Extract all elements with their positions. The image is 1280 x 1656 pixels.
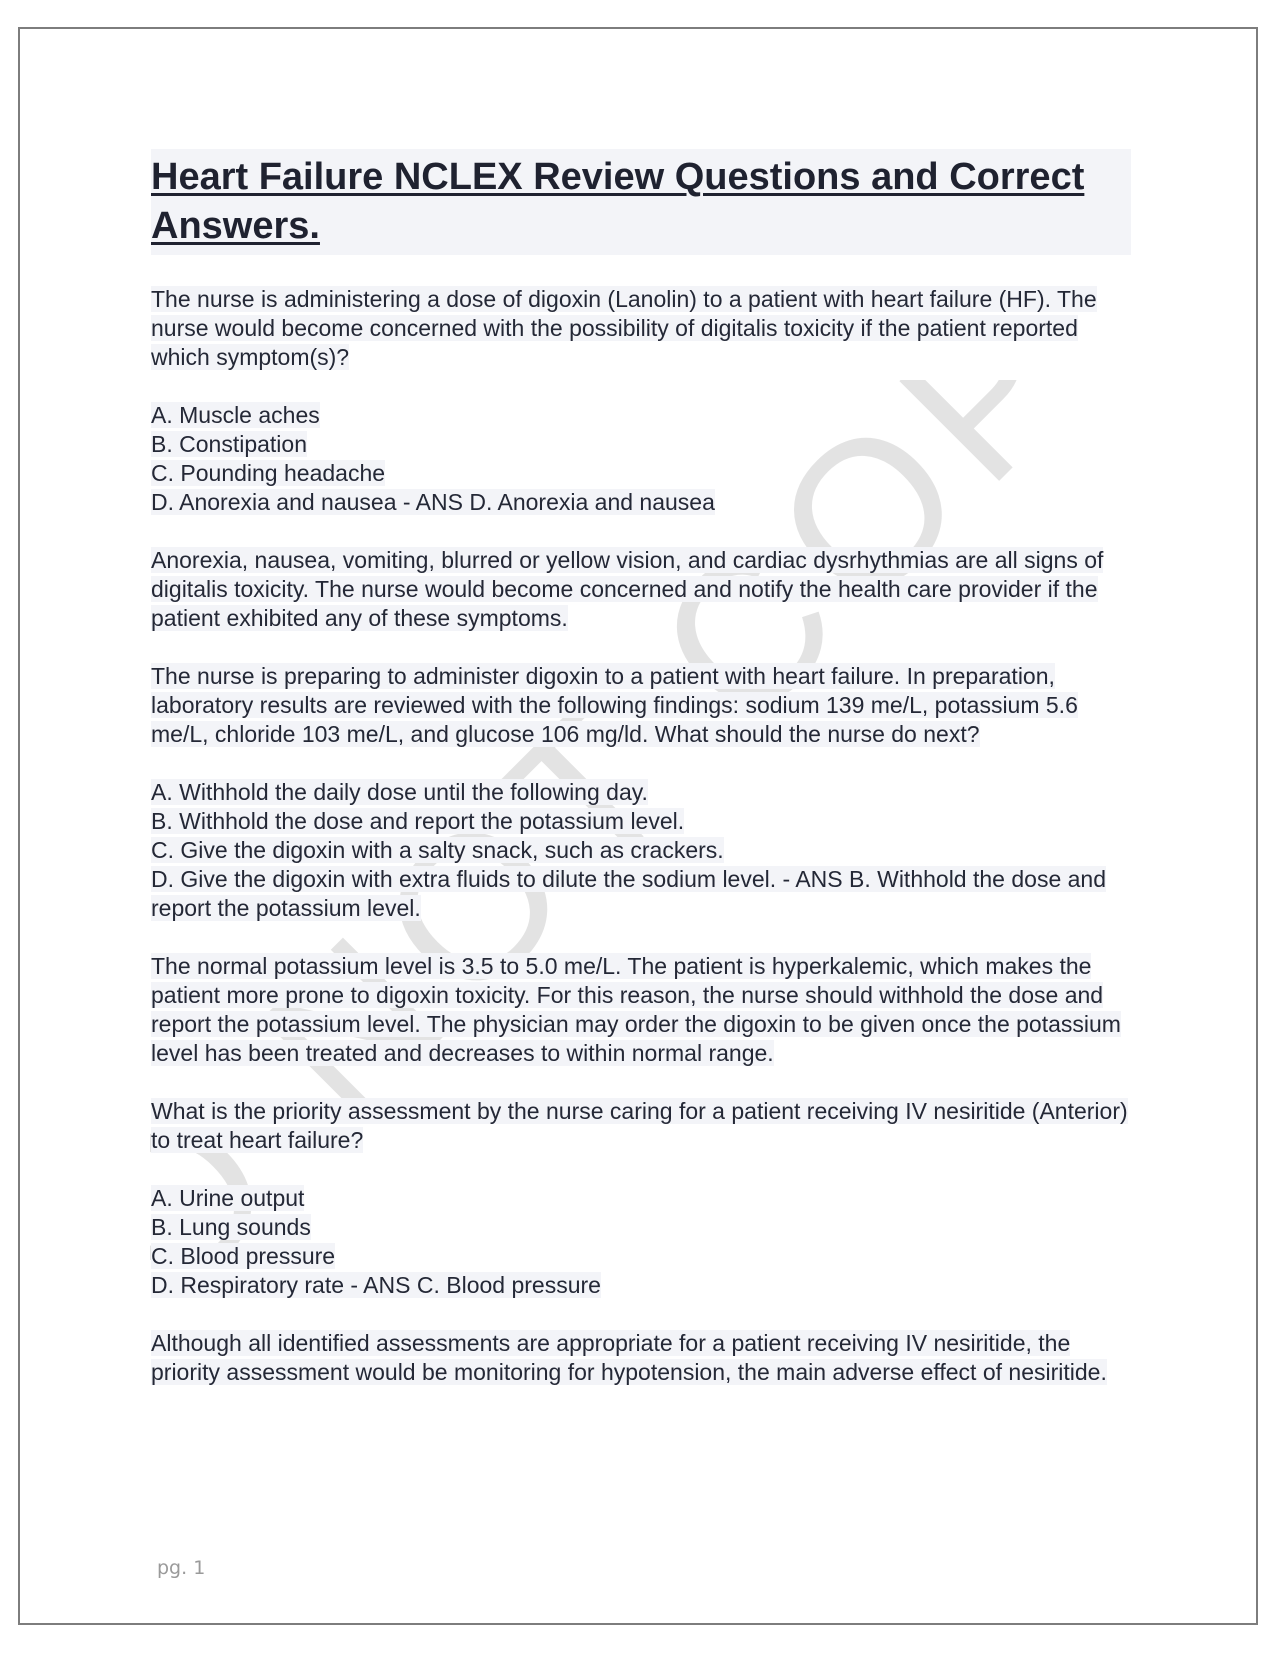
question-2-option-a: A. Withhold the daily dose until the following day.: [151, 779, 648, 805]
question-2-rationale: [151, 952, 1131, 1068]
question-1-options: [151, 401, 1131, 517]
question-3-rationale-text: Although all identified assessments are appropriate for a patient receiving IV nesiritide, the priority assessment would be monitoring for hypotension, the main adverse effect of nesiritide.: [151, 1330, 1107, 1385]
question-2-options: [151, 778, 1131, 923]
question-1-rationale: [151, 546, 1131, 633]
question-3-rationale: [151, 1329, 1131, 1387]
question-3-option-d: D. Respiratory rate - ANS C. Blood pressure: [151, 1272, 601, 1298]
question-2-stem: [151, 662, 1131, 749]
question-2-option-c: C. Give the digoxin with a salty snack, such as crackers.: [151, 837, 724, 863]
question-3-option-b: B. Lung sounds: [151, 1214, 311, 1240]
question-3-option-a: A. Urine output: [151, 1185, 305, 1211]
question-1-option-b: B. Constipation: [151, 431, 307, 457]
question-1-option-d: D. Anorexia and nausea - ANS D. Anorexia and nausea: [151, 489, 715, 515]
document-body: [151, 149, 1131, 1416]
question-2-stem-text: The nurse is preparing to administer digoxin to a patient with heart failure. In preparation, laboratory results are reviewed with the following findings: sodium 139 me/L, potassium 5.6 me/L, chloride 103 me/L, and glucose 106 mg/ld. What should the nurse do next?: [151, 663, 1078, 747]
question-3-option-c: C. Blood pressure: [151, 1243, 336, 1269]
question-3-stem-text: What is the priority assessment by the nurse caring for a patient receiving IV nesiritide (Anterior) to treat heart failure?: [151, 1098, 1128, 1153]
page-title: Heart Failure NCLEX Review Questions and Correct Answers.: [151, 156, 1085, 247]
watermark-text: DO NOT COPY: [150, 380, 1110, 1260]
page-number: pg. 1: [157, 1557, 206, 1579]
question-1-option-c: C. Pounding headache: [151, 460, 386, 486]
question-2-option-b: B. Withhold the dose and report the potassium level.: [151, 808, 685, 834]
question-3-stem: [151, 1097, 1131, 1155]
question-1-stem-text: The nurse is administering a dose of digoxin (Lanolin) to a patient with heart failure (HF). The nurse would become concerned with the possibility of digitalis toxicity if the patient reported which symptom(s)?: [151, 286, 1097, 370]
question-1-stem: [151, 285, 1131, 372]
question-3-options: [151, 1184, 1131, 1300]
question-2-option-d: D. Give the digoxin with extra fluids to dilute the sodium level. - ANS B. Withhold the dose and report the potassium level.: [151, 866, 1106, 921]
question-1-rationale-text: Anorexia, nausea, vomiting, blurred or yellow vision, and cardiac dysrhythmias are all signs of digitalis toxicity. The nurse would become concerned and notify the health care provider if the patient exhibited any of these symptoms.: [151, 547, 1104, 631]
title-block: [151, 149, 1131, 255]
question-1-option-a: A. Muscle aches: [151, 402, 320, 428]
question-2-rationale-text: The normal potassium level is 3.5 to 5.0 me/L. The patient is hyperkalemic, which makes the patient more prone to digoxin toxicity. For this reason, the nurse should withhold the dose and report the potassium level. The physician may order the digoxin to be given once the potassium level has been treated and decreases to within normal range.: [151, 953, 1121, 1066]
